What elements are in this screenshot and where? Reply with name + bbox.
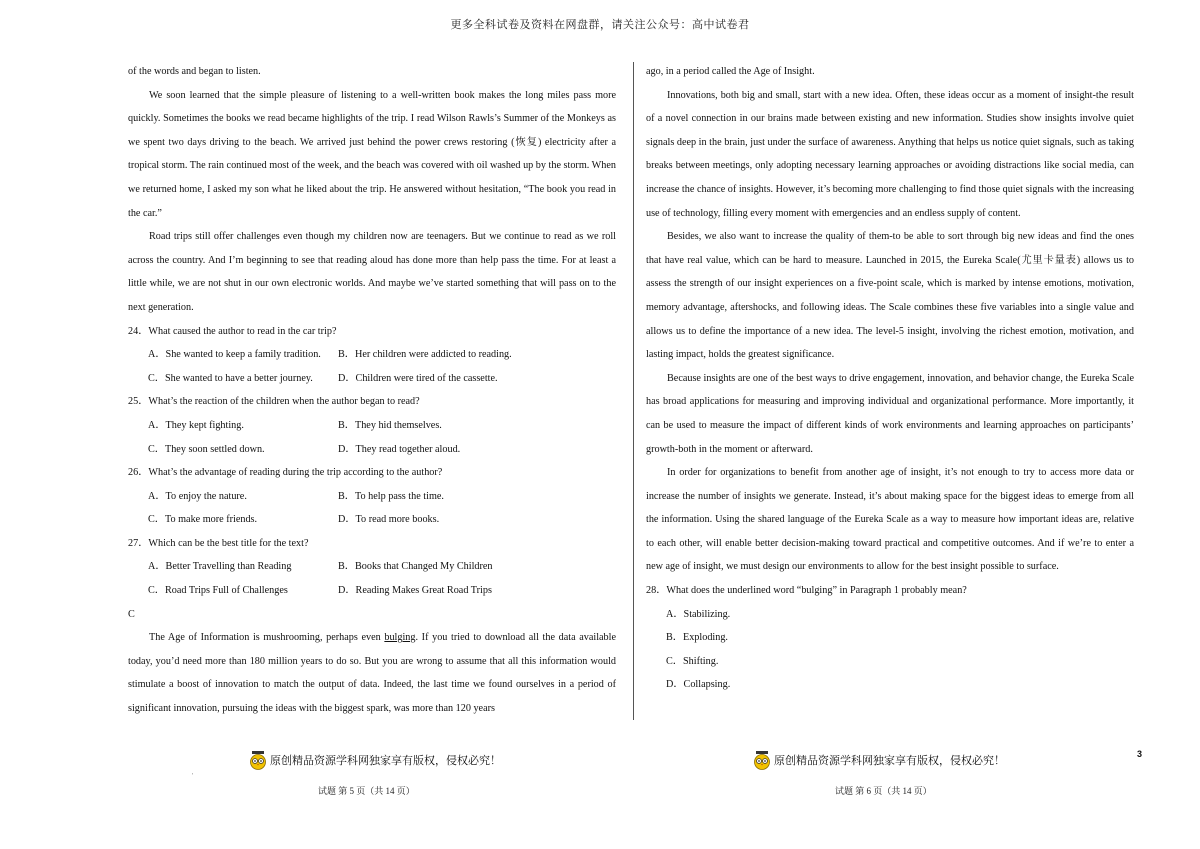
passage-text: The Age of Information is mushrooming, perhaps even <box>149 632 385 644</box>
column-divider <box>633 62 634 720</box>
option-row <box>128 367 616 391</box>
stray-mark: ' <box>192 772 194 780</box>
left-column <box>128 60 616 721</box>
underlined-word: bulging <box>384 632 416 644</box>
option-a: A．She wanted to keep a family tradition. <box>148 349 321 361</box>
copyright-text: 原创精品资源学科网独家享有版权，侵权必究！ <box>270 755 501 767</box>
option-c: C．To make more friends. <box>148 514 258 526</box>
passage-text: . If you tried to download all the data available today, you’d need more than 180 million years to do so. But you are wrong to assume that all this information would stimulate a boost of innovation to match the output of data. Indeed, the last time we found ourselves in a period of significant innovation, pursuing the ideas with the biggest spark, was more than 120 years <box>128 632 616 715</box>
page-number-right: 试题 第 6 页（共 14 页） <box>835 786 932 796</box>
option-a: A．To enjoy the nature. <box>148 490 247 502</box>
right-paragraph-0: ago, in a period called the Age of Insight. <box>646 66 815 77</box>
option-row <box>128 438 616 462</box>
copyright-text: 原创精品资源学科网独家享有版权，侵权必究！ <box>774 755 1005 767</box>
question-stem: 26．What’s the advantage of reading during the trip according to the author? <box>128 467 443 479</box>
question-25 <box>128 390 616 461</box>
copyright-note-left <box>248 750 501 770</box>
option-row <box>128 555 616 579</box>
option-a: A．They kept fighting. <box>148 419 244 431</box>
option-a: A．Stabilizing. <box>666 608 731 620</box>
left-paragraph-1: We soon learned that the simple pleasure of listening to a well-written book makes the long miles pass more quickly. Sometimes the books we read became highlights of the trip. I read Wilson Rawls’s Summer of the Monkeys as we spent two days driving to the beach. We arrived just behind the power crews restoring (恢复) electricity after a tropical storm. The rain continued most of the week, and the beach was covered with oil washed up by the storm. When we returned home, I asked my son what he liked about the trip. He answered without hesitation, “The book you read in the car.” <box>128 89 616 219</box>
right-paragraph-2: Besides, we also want to increase the quality of them-to be able to sort through big new ideas and find the ones that have real value, which can be hard to measure. Launched in 2015, the Eureka Scale(尤里卡量表) allows us to assess the strength of our insight experiences on a five-point scale, which is marked by intense emotions, motivation, memory advantage, aftershocks, and following ideas. The Scale combines these five variables into a single value and allows us to define the importance of a new idea. The level-5 insight, involving the richest emotion, motivation, and lasting impact, holds the greatest significance. <box>646 231 1134 361</box>
option-b: B．Books that Changed My Children <box>338 561 493 573</box>
option-c: C．Shifting. <box>666 655 719 667</box>
question-stem: 27．Which can be the best title for the text? <box>128 537 309 549</box>
corner-page-number: 3 <box>1137 749 1143 759</box>
right-paragraph-4: In order for organizations to benefit from another age of insight, it’s not enough to try to access more data or increase the number of insights we generate. Instead, it’s about making space for the biggest ideas to emerge from all the information. Using the shared language of the Eureka Scale as a way to measure how important ideas are, relative to each other, will enable better decision-making toward practical and competitive outcomes. And if we’re to enter a new age of insight, we must design our environments to allow for the best insight possible to surface. <box>646 467 1134 573</box>
option-d: D．Collapsing. <box>666 679 731 691</box>
question-stem: 24．What caused the author to read in the car trip? <box>128 325 337 337</box>
option-b: B．To help pass the time. <box>338 490 444 502</box>
question-27 <box>128 532 616 603</box>
option-d: D．To read more books. <box>338 514 440 526</box>
top-banner: 更多全科试卷及资料在网盘群，请关注公众号：高中试卷君 <box>450 19 750 31</box>
option-d: D．Children were tired of the cassette. <box>338 372 498 384</box>
option-row <box>128 579 616 603</box>
section-heading-c: C <box>128 608 135 620</box>
option-row <box>128 343 616 367</box>
question-28-stem: 28．What does the underlined word “bulging” in Paragraph 1 probably mean? <box>646 585 967 597</box>
passage-c-paragraph-1 <box>128 626 616 720</box>
left-paragraph-0: of the words and began to listen. <box>128 66 261 77</box>
option-row <box>128 414 616 438</box>
option-d: D．Reading Makes Great Road Trips <box>338 585 492 597</box>
option-c: C．They soon settled down. <box>148 443 265 455</box>
right-column <box>646 60 1134 697</box>
right-paragraph-1: Innovations, both big and small, start with a new idea. Often, these ideas occur as a moment of insight-the result of a novel connection in our brains made between existing and new information. Studies show insights involve quiet signals deep in the brain, just under the surface of awareness. Anything that helps us notice quiet signals, such as taking breaks between meetings, only adopting necessary learning approaches or avoiding distractions like social media, can increase the chance of insights. However, it’s becoming more challenging to find those quiet signals with the increasing use of technology, filling every moment with emergencies and an endless supply of content. <box>646 89 1134 219</box>
option-a: A．Better Travelling than Reading <box>148 561 292 573</box>
question-26 <box>128 461 616 532</box>
option-b: B．They hid themselves. <box>338 419 442 431</box>
option-c: C．She wanted to have a better journey. <box>148 372 313 384</box>
option-c: C．Road Trips Full of Challenges <box>148 585 288 597</box>
option-d: D．They read together aloud. <box>338 443 461 455</box>
left-paragraph-2: Road trips still offer challenges even though my children now are teenagers. But we continue to read as we roll across the country. And I’m beginning to see that reading aloud has done more than help pass the time. For at least a little while, we are not shut in our own electronic worlds. And maybe we’ve started something that will pass on to the next generation. <box>128 231 616 313</box>
option-row <box>128 508 616 532</box>
copyright-note-right <box>752 750 1005 770</box>
owl-logo-icon <box>248 750 268 770</box>
question-stem: 25．What’s the reaction of the children when the author began to read? <box>128 396 420 408</box>
right-paragraph-3: Because insights are one of the best ways to drive engagement, innovation, and behavior change, the Eureka Scale has broad applications for measuring and improving individual and organizational performance. More importantly, it can be used to measure the impact of different kinds of work environments and learning approaches on participants’ growth-both in the moment or afterward. <box>646 372 1134 455</box>
option-row <box>128 485 616 509</box>
owl-logo-icon <box>752 750 772 770</box>
page-number-left: 试题 第 5 页（共 14 页） <box>318 786 415 796</box>
option-b: B．Exploding. <box>666 632 728 644</box>
option-b: B．Her children were addicted to reading. <box>338 349 512 361</box>
question-24 <box>128 320 616 391</box>
